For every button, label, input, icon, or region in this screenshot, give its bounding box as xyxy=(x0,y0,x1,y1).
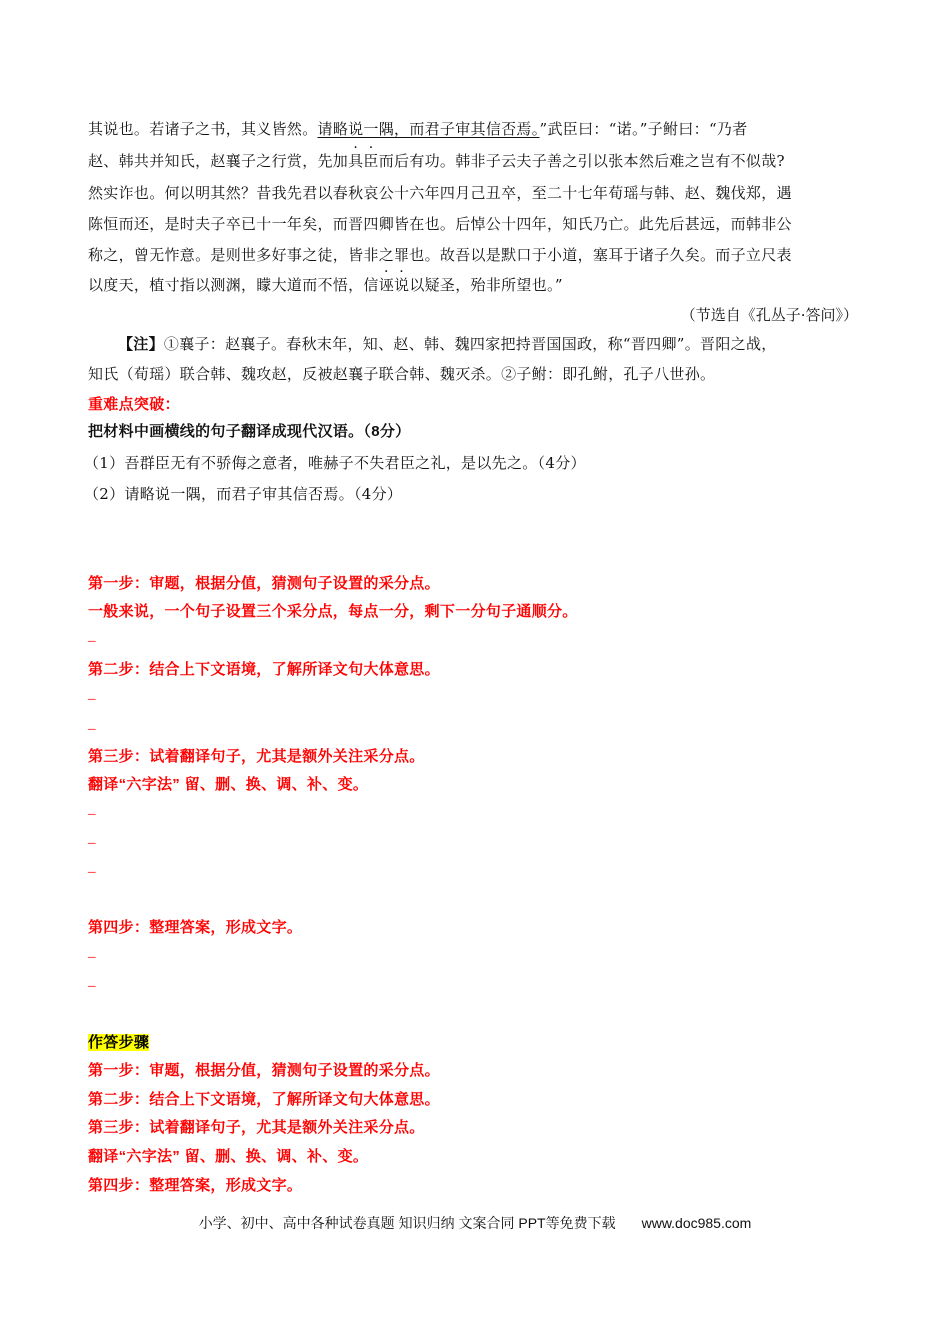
step-2: 第二步：结合上下文语境，了解所译文句大体意思。 xyxy=(88,661,440,678)
answer-blank: _ xyxy=(88,830,96,846)
summary-step-3-note: 翻译“六字法” 留、删、换、调、补、变。 xyxy=(88,1148,369,1165)
footer xyxy=(0,1213,950,1233)
passage-line-4: 陈恒而还，是时夫子卒已十一年矣，而晋四卿皆在也。后悼公十四年，知氏乃亡。此先后甚远，而韩非公 xyxy=(88,215,792,233)
summary-heading-row xyxy=(88,1031,858,1052)
dotted-char: 诬 xyxy=(378,276,395,294)
passage-line-6 xyxy=(88,274,858,295)
step-3: 第三步：试着翻译句子，尤其是额外关注采分点。 xyxy=(88,748,425,765)
passage-text: 而后有功。韩非子云夫子善之引以张本然后难之岂有不似哉? xyxy=(378,152,785,170)
note-label: 【注】 xyxy=(118,335,164,353)
footer-site-link[interactable]: www.doc985.com xyxy=(641,1215,752,1231)
passage-line-2 xyxy=(88,150,858,171)
answer-blank: _ xyxy=(88,944,96,960)
passage-text: 以度天，植寸指以测渊，矇大道而不悟，信 xyxy=(88,276,379,294)
passage-source: （节选自《孔丛子·答问》） xyxy=(680,306,858,324)
note-line-2: 知氏（荀瑶）联合韩、魏攻赵，反被赵襄子联合韩、魏灭杀。②子鲋：即孔鲋，孔子八世孙。 xyxy=(88,365,716,383)
summary-step-4: 第四步：整理答案，形成文字。 xyxy=(88,1177,303,1194)
note-text: ①襄子：赵襄子。春秋末年，知、赵、韩、魏四家把持晋国国政，称“晋四卿”。晋阳之战， xyxy=(163,335,777,353)
question-2: （2）请略说一隅，而君子审其信否焉。（4分） xyxy=(84,485,403,503)
passage-line-1 xyxy=(88,118,858,139)
summary-heading: 作答步骤 xyxy=(88,1034,150,1051)
step-3-note: 翻译“六字法” 留、删、换、调、补、变。 xyxy=(88,776,369,793)
breakthrough-heading: 重难点突破： xyxy=(88,396,180,413)
step-4: 第四步：整理答案，形成文字。 xyxy=(88,919,303,936)
question-title: 把材料中画横线的句子翻译成现代汉语。（8分） xyxy=(88,423,411,440)
question-1: （1）吾群臣无有不骄侮之意者，唯赫子不失君臣之礼，是以先之。（4分） xyxy=(84,454,586,472)
answer-blank: _ xyxy=(88,628,96,644)
passage-text: ”武臣曰：“诺。”子鲋曰：“乃者 xyxy=(539,120,748,138)
answer-blank: _ xyxy=(88,973,96,989)
dotted-char: 说 xyxy=(394,276,410,294)
note-line-1 xyxy=(118,333,888,354)
footer-text: 小学、初中、高中各种试卷真题 知识归纳 文案合同 PPT等免费下载 xyxy=(198,1215,616,1231)
summary-step-2: 第二步：结合上下文语境，了解所译文句大体意思。 xyxy=(88,1091,440,1108)
passage-text: 赵、韩共并知氏，赵襄子之行赏，先加 xyxy=(88,152,349,170)
step-1: 第一步：审题，根据分值，猜测句子设置的采分点。 xyxy=(88,575,440,592)
answer-blank: _ xyxy=(88,686,96,702)
dotted-char: 具 xyxy=(348,152,364,170)
summary-step-1: 第一步：审题，根据分值，猜测句子设置的采分点。 xyxy=(88,1062,440,1079)
passage-line-3: 然实诈也。何以明其然？昔我先君以春秋哀公十六年四月己丑卒，至二十七年荀瑶与韩、赵、魏伐郑，遇 xyxy=(88,184,792,202)
answer-blank: _ xyxy=(88,801,96,817)
step-1-note: 一般来说，一个句子设置三个采分点，每点一分，剩下一分句子通顺分。 xyxy=(88,603,578,620)
answer-blank: _ xyxy=(88,716,96,732)
passage-line-5: 称之，曾无怍意。是则世多好事之徒，皆非之罪也。故吾以是默口于小道，塞耳于诸子久矣。而子立尺表 xyxy=(88,246,792,264)
underlined-sentence: 请略说一隅，而君子审其信否焉。 xyxy=(317,120,540,138)
passage-text: 其说也。若诸子之书，其义皆然。 xyxy=(88,120,318,138)
passage-text: 以疑圣，殆非所望也。” xyxy=(409,276,563,294)
answer-blank: _ xyxy=(88,859,96,875)
summary-step-3: 第三步：试着翻译句子，尤其是额外关注采分点。 xyxy=(88,1119,425,1136)
dotted-char: 臣 xyxy=(363,152,379,170)
